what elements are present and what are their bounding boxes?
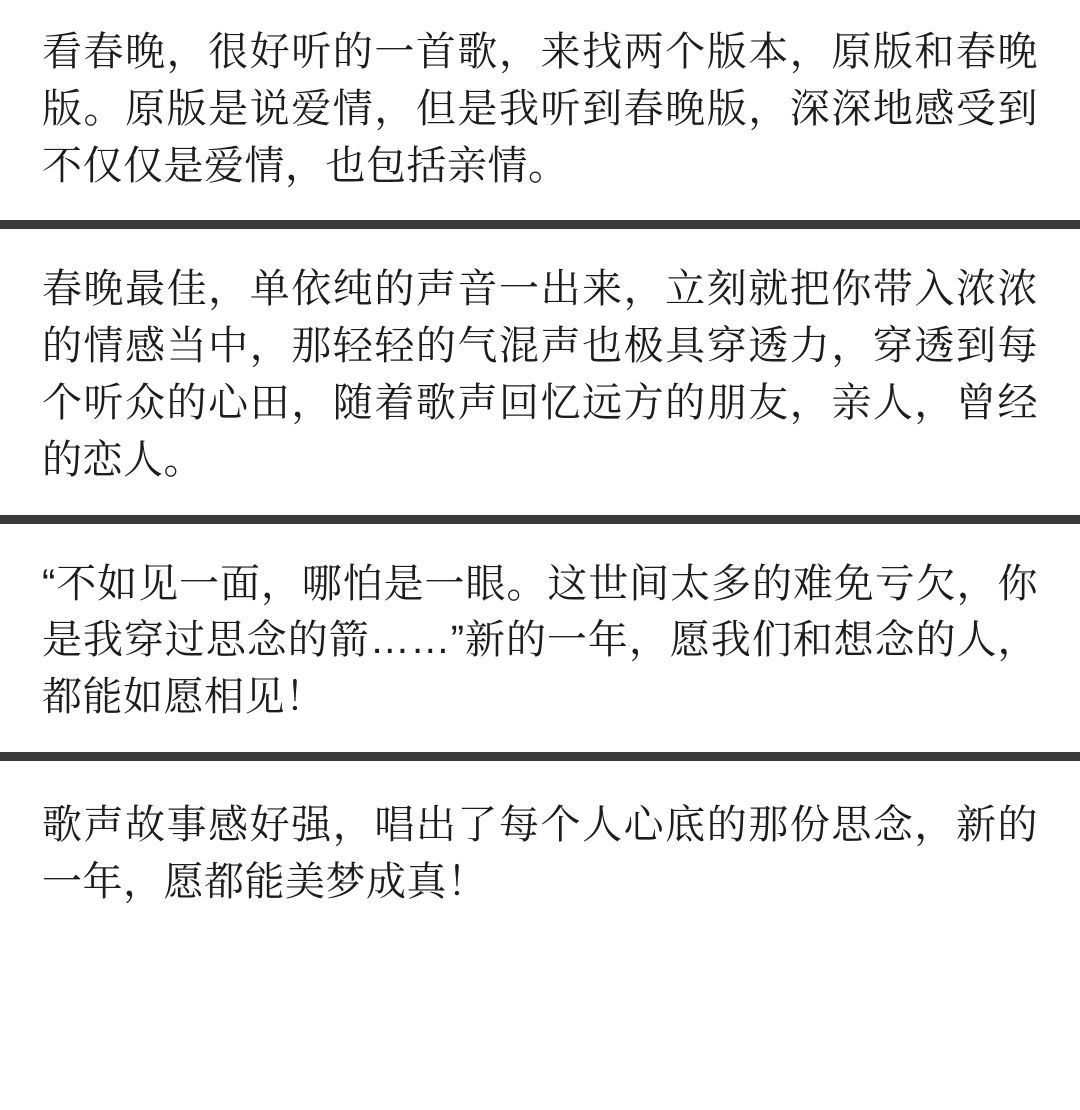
comment-divider xyxy=(0,220,1080,229)
comment-item xyxy=(0,524,1080,752)
comment-divider xyxy=(0,515,1080,524)
comment-item xyxy=(0,761,1080,937)
comment-item xyxy=(0,0,1080,220)
comment-text: 看春晚，很好听的一首歌，来找两个版本，原版和春晚版。原版是说爱情，但是我听到春晚版，深深地感受到不仅仅是爱情，也包括亲情。 xyxy=(42,30,1038,188)
comment-item xyxy=(0,229,1080,514)
comment-divider xyxy=(0,752,1080,761)
comment-text: 春晚最佳，单依纯的声音一出来，立刻就把你带入浓浓的情感当中，那轻轻的气混声也极具穿透力，穿透到每个听众的心田，随着歌声回忆远方的朋友，亲人，曾经的恋人。 xyxy=(42,267,1038,482)
comment-text: 歌声故事感好强，唱出了每个人心底的那份思念，新的一年，愿都能美梦成真！ xyxy=(42,802,1038,904)
comment-text: “不如见一面，哪怕是一眼。这世间太多的难免亏欠，你是我穿过思念的箭……”新的一年，愿我们和想念的人，都能如愿相见！ xyxy=(42,561,1038,720)
